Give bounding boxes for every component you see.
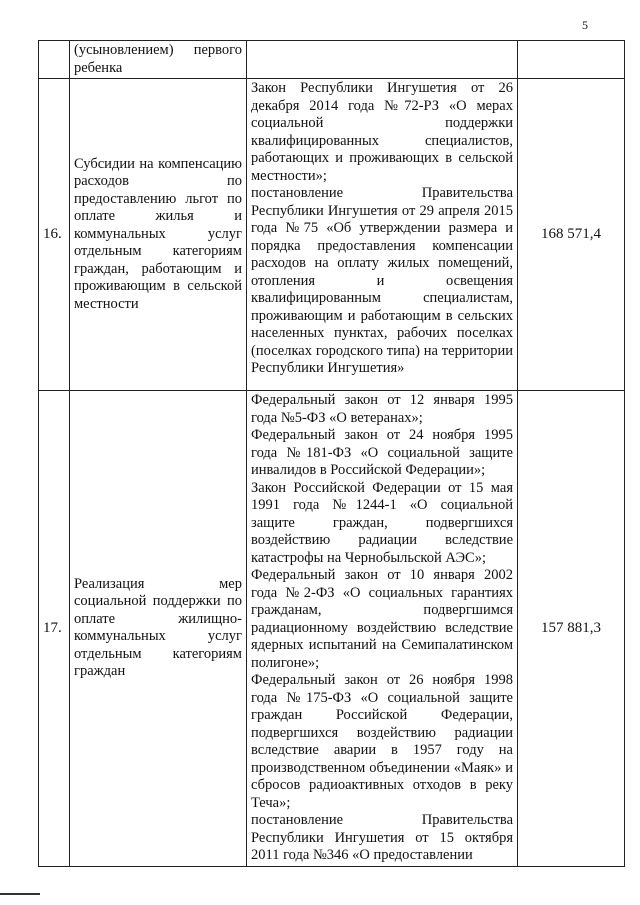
row-number: 17.: [39, 391, 70, 867]
row-name: Субсидии на компенсацию расходов по предоставлению льгот по оплате жилья и коммунальных услуг отдельным категориям граждан, работающим и проживающим в сельской местности: [70, 79, 247, 391]
basis-item: постановление Правительства Республики Ингушетия от 15 октября 2011 года №346 «О предоставлении: [251, 812, 513, 863]
basis-item: Федеральный закон от 12 января 1995 года №5-ФЗ «О ветеранах»;: [251, 392, 513, 426]
row-name: Реализация мер социальной поддержки по оплате жилищно-коммунальных услуг отдельным категориям граждан: [70, 391, 247, 867]
row-basis: [247, 391, 518, 867]
row-basis: [247, 41, 518, 79]
table-row: [39, 41, 625, 79]
basis-item: Федеральный закон от 10 января 2002 года №2-ФЗ «О социальных гарантиях гражданам, подвергшимся радиационному воздействию вследствие ядерных испытаний на Семипалатинском полигоне»;: [251, 567, 513, 671]
row-amount: [518, 41, 625, 79]
table-row: [39, 79, 625, 391]
budget-table: [38, 40, 625, 867]
basis-item: постановление Правительства Республики Ингушетия от 29 апреля 2015 года №75 «Об утверждении размера и порядка предоставления компенсации расходов на оплату жилых помещений, отопления и освещения квалифицированным специалистам, проживающим и работающим в сельских населенных пунктах, рабочих поселках (поселках городского типа) на территории Республики Ингушетия»: [251, 185, 513, 376]
row-number: 16.: [39, 79, 70, 391]
scan-edge-mark: [0, 893, 40, 895]
row-amount: 168 571,4: [518, 79, 625, 391]
page-number: 5: [582, 18, 588, 32]
row-number: [39, 41, 70, 79]
basis-item: Закон Республики Ингушетия от 26 декабря 2014 года №72-РЗ «О мерах социальной поддержки квалифицированных специалистов, работающих и проживающих в сельской местности»;: [251, 80, 513, 184]
basis-item: Закон Российской Федерации от 15 мая 1991 года №1244-1 «О социальной защите граждан, подвергшихся воздействию радиации вследствие катастрофы на Чернобыльской АЭС»;: [251, 479, 513, 566]
row-name: (усыновлением) первого ребенка: [70, 41, 247, 79]
basis-item: Федеральный закон от 24 ноября 1995 года №181-ФЗ «О социальной защите инвалидов в Российской Федерации»;: [251, 427, 513, 478]
table-row: [39, 391, 625, 867]
row-basis: [247, 79, 518, 391]
row-amount: 157 881,3: [518, 391, 625, 867]
basis-item: Федеральный закон от 26 ноября 1998 года №175-ФЗ «О социальной защите граждан Российской Федерации, подвергшихся воздействию радиации вследствие аварии в 1957 году на производственном объединении «Маяк» и сбросов радиоактивных отходов в реку Теча»;: [251, 672, 513, 811]
